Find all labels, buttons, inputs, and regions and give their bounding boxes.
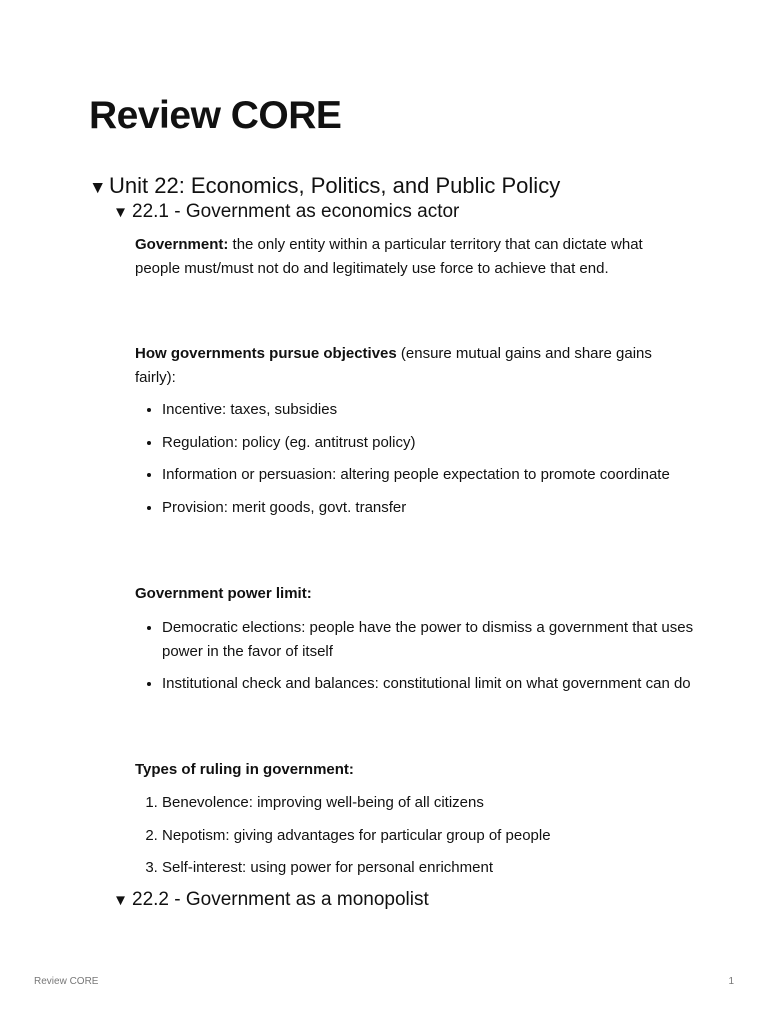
objectives-list <box>135 398 697 519</box>
list-item: • Regulation: policy (eg. antitrust policy) <box>162 431 697 455</box>
objectives-intro-text: (ensure mutual gains and share gains fairly): <box>135 345 652 386</box>
list-item: • Information or persuasion: altering people expectation to promote coordinate <box>162 463 697 487</box>
section-22-1-title: 22.1 - Government as economics actor <box>132 201 460 222</box>
section-22-2-title: 22.2 - Government as a monopolist <box>132 889 429 910</box>
list-item: 3. Self-interest: using power for personal enrichment <box>162 856 697 880</box>
objectives-intro <box>135 342 680 389</box>
power-limit-list <box>135 616 697 696</box>
ruling-types-heading <box>135 758 680 782</box>
section-22-2-toggle-heading[interactable] <box>113 887 429 914</box>
government-term: Government: <box>135 236 229 253</box>
power-limit-heading <box>135 582 680 606</box>
government-definition <box>135 233 680 280</box>
list-item: • Provision: merit goods, govt. transfer <box>162 496 697 520</box>
government-definition-text: the only entity within a particular territory that can dictate what people must/must not do and legitimately use force to achieve that end. <box>135 236 643 277</box>
list-item: 2. Nepotism: giving advantages for particular group of people <box>162 824 697 848</box>
section-22-1-toggle-heading[interactable] <box>113 199 459 226</box>
collapse-triangle-icon[interactable]: ▼ <box>89 177 107 197</box>
footer-document-title: Review CORE <box>34 976 99 987</box>
list-item: 1. Benevolence: improving well-being of all citizens <box>162 791 697 815</box>
unit-22-toggle-heading[interactable] <box>89 171 560 202</box>
collapse-triangle-icon[interactable]: ▼ <box>113 892 129 909</box>
power-limit-heading-text: Government power limit: <box>135 585 312 602</box>
unit-22-title: Unit 22: Economics, Politics, and Public Policy <box>109 173 561 198</box>
list-item: • Institutional check and balances: constitutional limit on what government can do <box>162 672 697 696</box>
list-item: • Democratic elections: people have the power to dismiss a government that uses power in the favor of itself <box>162 616 697 663</box>
collapse-triangle-icon[interactable]: ▼ <box>113 204 129 221</box>
ruling-types-heading-text: Types of ruling in government: <box>135 761 354 778</box>
objectives-heading: How governments pursue objectives <box>135 345 397 362</box>
page-title: Review CORE <box>89 94 342 137</box>
ruling-types-list <box>135 791 697 880</box>
list-item: • Incentive: taxes, subsidies <box>162 398 697 422</box>
footer-page-number: 1 <box>728 976 734 987</box>
